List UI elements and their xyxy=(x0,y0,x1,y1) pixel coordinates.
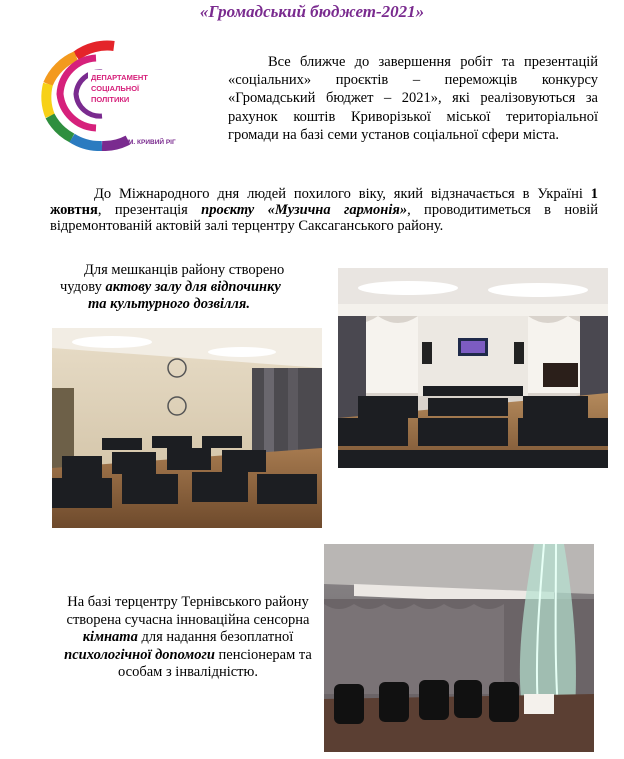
hall-paragraph xyxy=(60,262,310,313)
page-title: «Громадський бюджет-2021» xyxy=(199,2,425,21)
p4-text-2: для надання безоплатної xyxy=(137,629,294,646)
assembly-hall-stage-photo xyxy=(338,268,608,468)
p3-line1: Для мешканців району створено xyxy=(84,262,285,278)
p2-text-3: , проводитиметься в новій відремонтованій актовій залі терцентру Саксаганського району. xyxy=(50,202,598,234)
p3-emph-2: та культурного дозвілля. xyxy=(88,296,250,312)
p3-text-2: чудову xyxy=(60,279,106,295)
logo-line1: ДЕПАРТАМЕНТ xyxy=(91,73,148,82)
concert-paragraph xyxy=(50,186,598,234)
p4-emph-1: кімната xyxy=(82,629,138,646)
intro-paragraph: Все ближче до завершення робіт та презентацій «соціальних» проєктів – переможців конкурсу «Громадський бюджет – 2021», які реалізовуються за рахунок коштів Криворізької міської територіальної громади на базі семи установ соціальної сфери міста. xyxy=(228,54,598,143)
p4-text-1: На базі терцентру Тернівського району створена сучасна інноваційна сенсорна xyxy=(66,594,310,628)
logo-line2: СОЦІАЛЬНОЇ xyxy=(91,84,140,93)
assembly-hall-photo xyxy=(52,328,322,528)
sensory-room-photo xyxy=(324,544,594,752)
p2-project: проєкту «Музична гармонія» xyxy=(201,202,408,218)
logo-city: М. КРИВИЙ РІГ xyxy=(128,139,176,146)
p3-line2 xyxy=(60,279,310,296)
p3-emph-1: актову залу для відпочинку xyxy=(105,279,281,295)
p4-emph-2: психологічної допомоги xyxy=(64,646,215,663)
p2-text-1: До Міжнародного дня людей похилого віку, який відзначається в Україні xyxy=(94,186,591,202)
p2-text-2: , презентація xyxy=(97,202,202,218)
p4-text-3: пенсіонерам та особам з інвалідністю. xyxy=(118,646,312,681)
p2-date: 1 жовтня xyxy=(50,186,598,218)
department-logo xyxy=(36,36,206,151)
logo-line3: ПОЛІТИКИ xyxy=(91,95,130,104)
sensory-room-paragraph xyxy=(60,594,316,682)
